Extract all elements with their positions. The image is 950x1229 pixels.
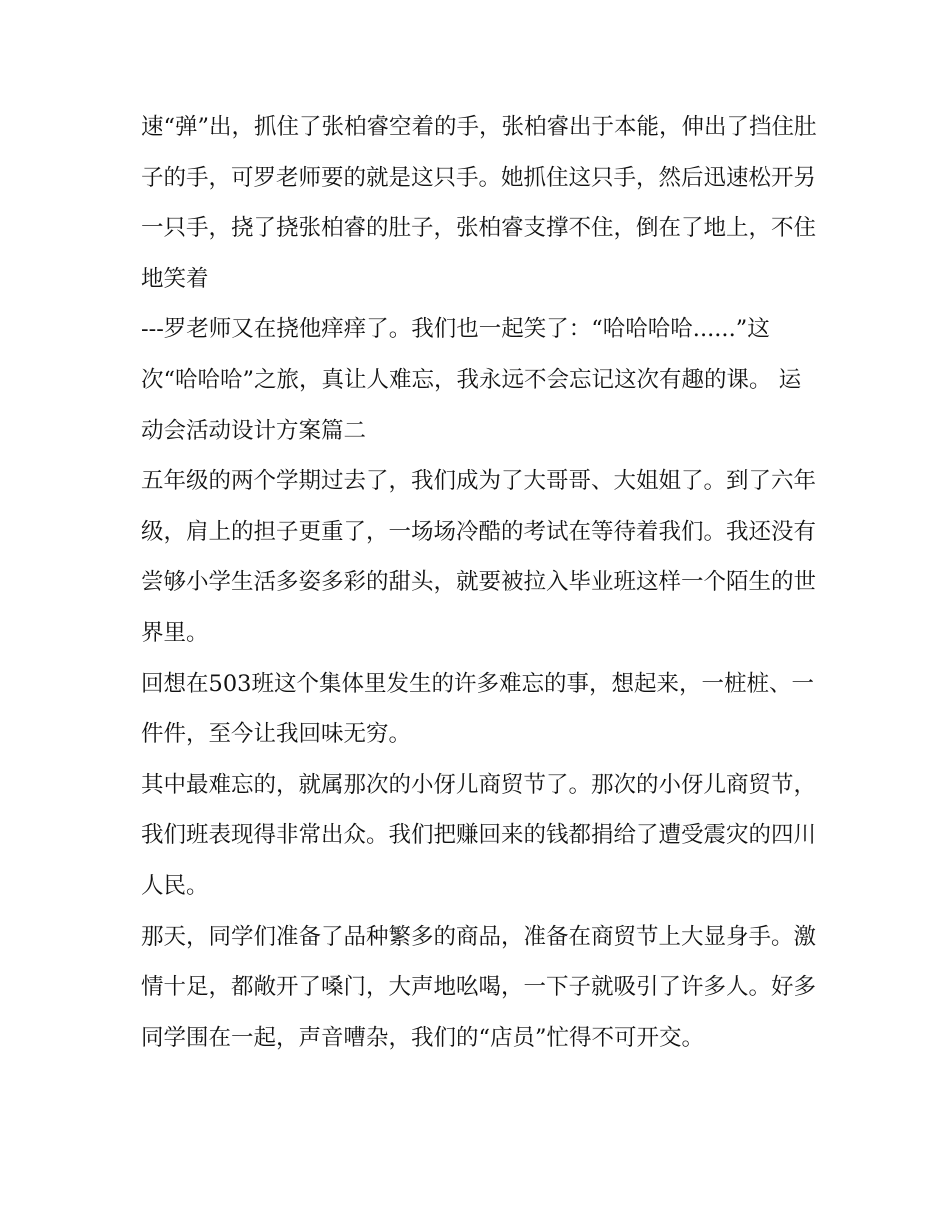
paragraph-4: 回想在503班这个集体里发生的许多难忘的事，想起来，一桩桩、一件件，至今让我回味无穷。 <box>141 670 814 748</box>
paragraph-3: 五年级的两个学期过去了，我们成为了大哥哥、大姐姐了。到了六年级，肩上的担子更重了，一场场冷酷的考试在等待着我们。我还没有尝够小学生活多姿多彩的甜头，就要被拉入毕业班这样一个陌生的世界里。 <box>141 468 817 646</box>
paragraph-2: ---罗老师又在挠他痒痒了。我们也一起笑了：“哈哈哈哈......”这次“哈哈哈”之旅，真让人难忘，我永远不会忘记这次有趣的课。 运动会活动设计方案篇二 <box>141 316 802 444</box>
paragraph-6: 那天，同学们准备了品种繁多的商品，准备在商贸节上大显身手。激情十足，都敞开了嗓门，大声地吆喝，一下子就吸引了许多人。好多同学围在一起，声音嘈杂，我们的“店员”忙得不可开交。 <box>141 923 817 1051</box>
paragraph-1: 速“弹”出，抓住了张柏睿空着的手，张柏睿出于本能，伸出了挡住肚子的手，可罗老师要的就是这只手。她抓住这只手，然后迅速松开另一只手，挠了挠张柏睿的肚子，张柏睿支撑不住，倒在了地上，不住地笑着 <box>141 114 817 292</box>
paragraph-5: 其中最难忘的，就属那次的小伢儿商贸节了。那次的小伢儿商贸节，我们班表现得非常出众。我们把赚回来的钱都捐给了遭受震灾的四川人民。 <box>141 771 817 899</box>
document-page <box>141 102 821 1063</box>
